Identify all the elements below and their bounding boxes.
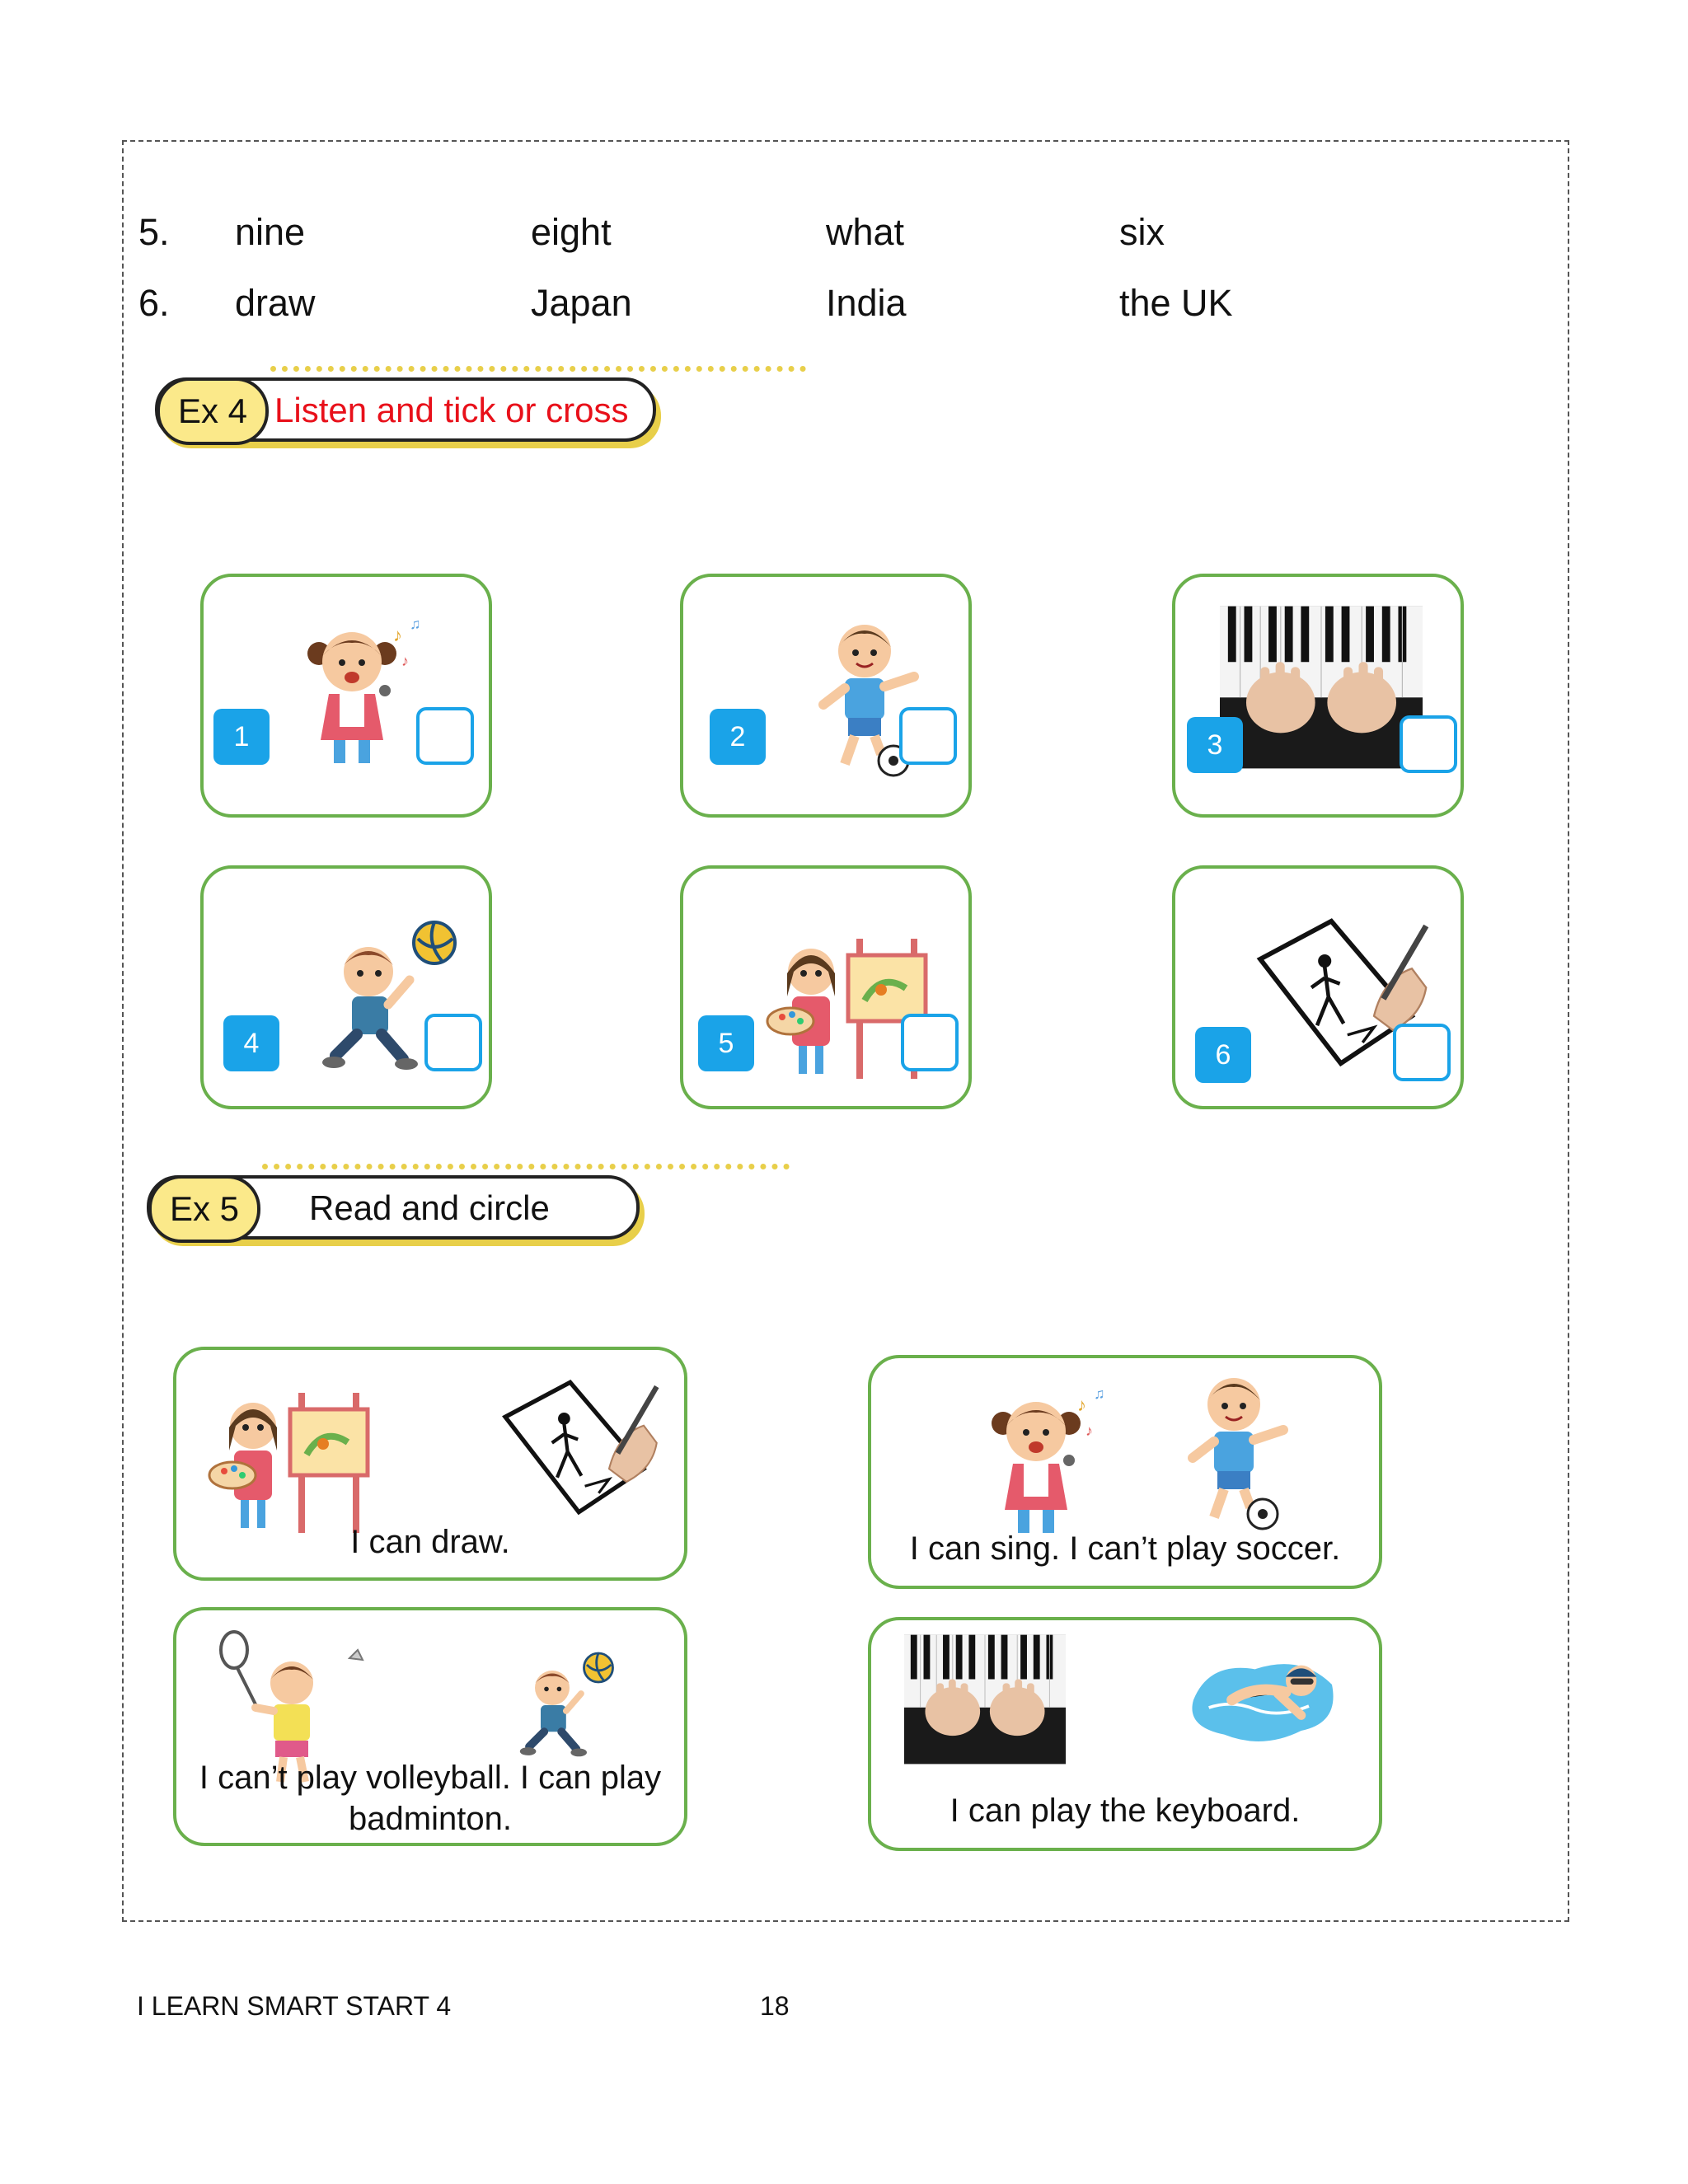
tick-box[interactable] [416,707,474,765]
banner-dots [270,366,806,372]
read-circle-card [868,1355,1382,1589]
exercise-tag: Ex 5 [148,1175,260,1243]
girl-singing-icon [270,600,434,781]
word-option[interactable]: nine [235,211,306,253]
picture-card [680,865,972,1109]
word-option[interactable]: India [826,282,907,324]
exercise-tag: Ex 4 [157,377,269,445]
row-number: 6. [138,282,170,324]
book-title: I LEARN SMART START 4 [137,1991,452,2021]
banner-dots [262,1164,790,1169]
tick-box[interactable] [901,1014,959,1071]
piano-hands-icon [1220,603,1423,771]
word-option[interactable]: Japan [531,282,632,324]
piano-hands-icon [904,1632,1066,1767]
card-number: 5 [698,1015,754,1071]
read-circle-card [173,1607,687,1846]
picture-card [1172,865,1464,1109]
word-option[interactable]: eight [531,211,612,253]
girl-painting-icon [208,1376,373,1541]
hand-drawing-icon [488,1373,661,1521]
card-caption[interactable]: I can sing. I can’t play soccer. [909,1530,1341,1567]
card-number: 1 [213,709,270,765]
exercise-title: Read and circle [309,1188,550,1227]
girl-singing-icon [954,1378,1118,1543]
boy-volleyball-icon [506,1643,621,1767]
card-number: 3 [1187,717,1243,773]
read-circle-card [173,1347,687,1581]
page-number: 18 [760,1991,790,2021]
card-caption[interactable]: I can’t play volleyball. I can play badminton. [199,1760,662,1837]
word-option[interactable]: draw [235,282,316,324]
swimmer-icon [1184,1638,1341,1754]
tick-box[interactable] [899,707,957,765]
word-option[interactable]: what [826,211,905,253]
boy-soccer-icon [1151,1363,1316,1536]
picture-card [200,574,492,818]
card-caption[interactable]: I can play the keyboard. [950,1793,1301,1829]
picture-card [680,574,972,818]
read-circle-card [868,1617,1382,1851]
card-number: 4 [223,1015,279,1071]
card-number: 6 [1195,1027,1251,1083]
tick-box[interactable] [1400,715,1457,773]
picture-card [200,865,492,1109]
tick-box[interactable] [1393,1024,1451,1081]
picture-card [1172,574,1464,818]
tick-box[interactable] [424,1014,482,1071]
card-caption[interactable]: I can draw. [350,1524,510,1560]
word-option[interactable]: the UK [1119,282,1233,324]
exercise-title: Listen and tick or cross [274,391,629,429]
word-option[interactable]: six [1119,211,1165,253]
card-number: 2 [710,709,766,765]
row-number: 5. [138,211,170,253]
